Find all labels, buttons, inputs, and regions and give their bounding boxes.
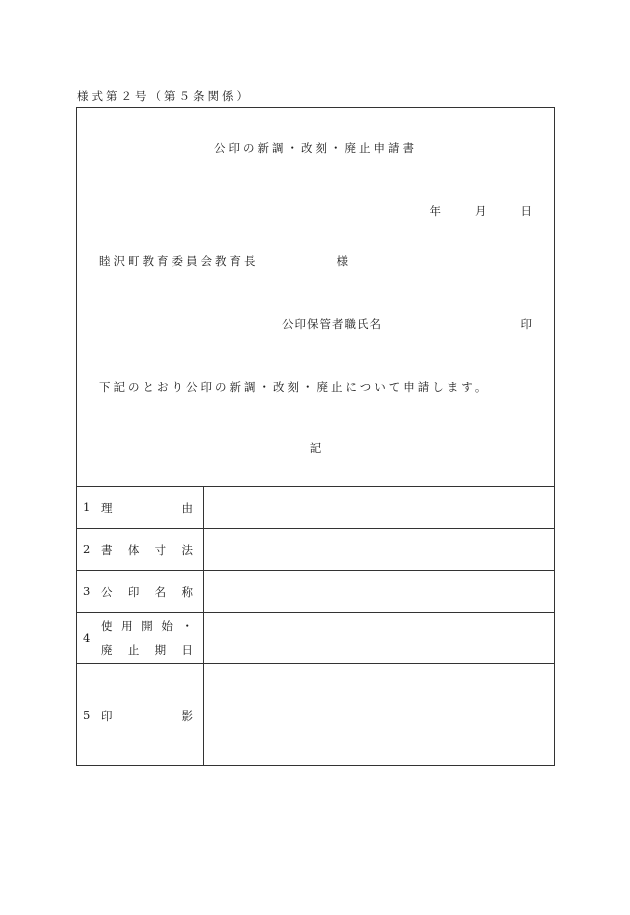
details-table — [77, 486, 554, 766]
addressee-name: 睦沢町教育委員会教育長 — [99, 254, 259, 268]
addressee-honorific: 様 — [336, 254, 351, 268]
table-row-reason — [77, 486, 554, 528]
row-label-reason: 理 由 — [101, 501, 193, 515]
row-label-usage-start: 使 用 開 始 ・ — [101, 619, 193, 633]
seal-name-value-field[interactable] — [204, 571, 554, 612]
application-form — [76, 107, 555, 766]
date-year: 年 — [429, 204, 441, 218]
date-month: 月 — [475, 204, 487, 218]
table-row-usage-dates — [77, 612, 554, 663]
table-row-font-size — [77, 528, 554, 570]
row-number: 2 — [83, 542, 91, 556]
row-label-seal-name: 公 印 名 称 — [101, 585, 193, 599]
date-line — [430, 203, 533, 219]
usage-dates-value-field[interactable] — [204, 613, 554, 663]
table-row-seal-impression — [77, 663, 554, 766]
form-title: 公印の新調・改刻・廃止申請書 — [214, 141, 417, 155]
form-number: 様式第２号（第５条関係） — [77, 89, 251, 103]
row-number: 3 — [83, 584, 91, 598]
row-label-font-size: 書 体 寸 法 — [101, 543, 193, 557]
row-label-seal-impression: 印 影 — [101, 709, 193, 723]
applicant-seal-mark: 印 — [520, 317, 532, 331]
date-day: 日 — [520, 204, 532, 218]
request-statement: 下記のとおり公印の新調・改刻・廃止について申請します。 — [99, 380, 490, 394]
applicant-label: 公印保管者職氏名 — [282, 317, 382, 331]
row-number: 5 — [83, 708, 91, 722]
row-number: 1 — [83, 500, 91, 514]
seal-impression-value-field[interactable] — [204, 664, 554, 766]
row-number: 4 — [83, 631, 91, 645]
row-label-abolition-date: 廃 止 期 日 — [101, 643, 193, 657]
form-header-section — [77, 108, 554, 487]
addressee — [99, 253, 351, 269]
font-size-value-field[interactable] — [204, 529, 554, 570]
reason-value-field[interactable] — [204, 487, 554, 528]
table-row-seal-name — [77, 570, 554, 612]
ki-heading: 記 — [309, 441, 322, 455]
